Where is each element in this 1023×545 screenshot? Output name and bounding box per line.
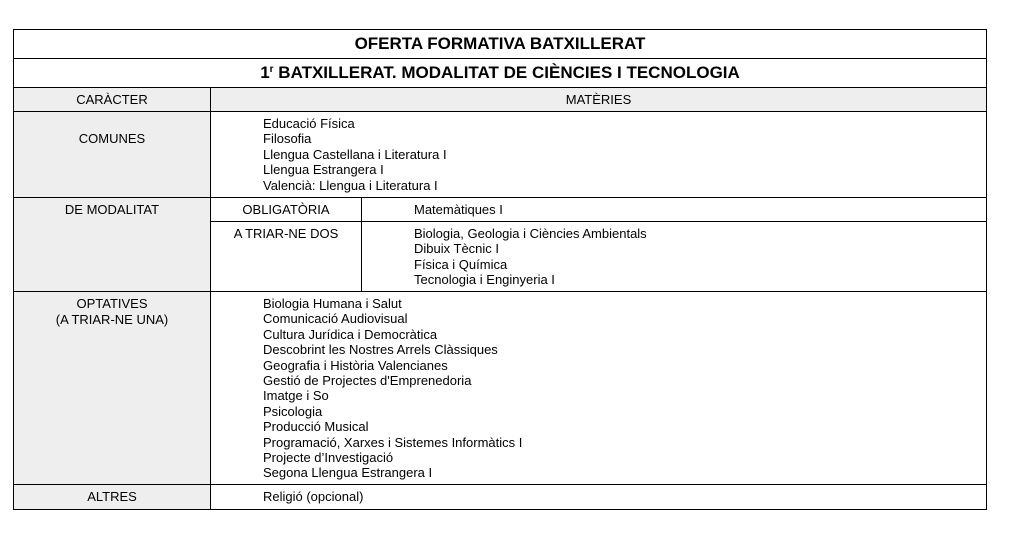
category-optatives (14, 292, 211, 485)
subject-item: Llengua Castellana i Literatura I (263, 146, 447, 162)
subcategory-obligatoria: OBLIGATÒRIA (211, 198, 362, 222)
subject-item: Producció Musical (263, 419, 369, 435)
subject-item: Imatge i So (263, 388, 329, 404)
subject-item: Física i Química (414, 256, 508, 272)
category-label: ALTRES (87, 489, 137, 504)
subtitle-text: BATXILLERAT. MODALITAT DE CIÈNCIES I TECNOLOGIA (273, 63, 740, 82)
subject-item: Dibuix Tècnic I (414, 241, 500, 257)
row-comunes (14, 112, 987, 198)
table-subtitle (14, 59, 987, 88)
subject-item: Religió (opcional) (263, 489, 364, 504)
subcategory-triar: A TRIAR-NE DOS (211, 222, 362, 292)
category-label: OPTATIVES (76, 296, 148, 311)
subject-item: Educació Física (263, 116, 355, 131)
subject-item: Descobrint les Nostres Arrels Clàssiques (263, 342, 498, 358)
subjects-optatives (211, 292, 987, 485)
subtitle-row (14, 59, 987, 88)
header-row (14, 88, 987, 112)
subject-item: Valencià: Llengua i Literatura I (263, 177, 438, 193)
subject-item: Programació, Xarxes i Sistemes Informàtics I (263, 434, 523, 450)
subjects-obligatoria (362, 198, 987, 222)
subject-item: Matemàtiques I (414, 202, 503, 217)
subject-item: Geografia i Història Valencianes (263, 357, 448, 373)
category-note: (A TRIAR-NE UNA) (55, 312, 169, 327)
subjects-triar (362, 222, 987, 292)
offer-table (13, 29, 987, 510)
subject-item: Biologia Humana i Salut (263, 296, 402, 311)
subject-item: Segona Llengua Estrangera I (263, 465, 433, 481)
category-modalitat (14, 198, 211, 292)
subjects-altres (211, 485, 987, 510)
subject-item: Gestió de Projectes d'Emprenedoria (263, 373, 472, 389)
subject-item: Comunicació Audiovisual (263, 311, 408, 327)
subtitle-ordinal-suffix: r (269, 64, 274, 75)
category-label: COMUNES (78, 131, 146, 146)
header-character: CARÀCTER (14, 88, 211, 112)
subject-item: Tecnologia i Enginyeria I (414, 272, 555, 288)
subject-item: Psicologia (263, 403, 323, 419)
subject-item: Cultura Jurídica i Democràtica (263, 326, 438, 342)
subject-item: Projecte d’Investigació (263, 450, 394, 466)
row-modalitat-obligatoria (14, 198, 987, 222)
subject-item: Biologia, Geologia i Ciències Ambientals (414, 226, 647, 241)
category-altres (14, 485, 211, 510)
header-subjects: MATÈRIES (211, 88, 987, 112)
subtitle-ordinal: 1 (260, 63, 270, 82)
row-optatives (14, 292, 987, 485)
subjects-comunes (211, 112, 987, 198)
table-title: OFERTA FORMATIVA BATXILLERAT (14, 30, 987, 59)
row-altres (14, 485, 987, 510)
subject-item: Filosofia (263, 131, 312, 147)
title-row (14, 30, 987, 59)
category-label: DE MODALITAT (64, 202, 160, 217)
category-comunes (14, 112, 211, 198)
subject-item: Llengua Estrangera I (263, 162, 384, 178)
